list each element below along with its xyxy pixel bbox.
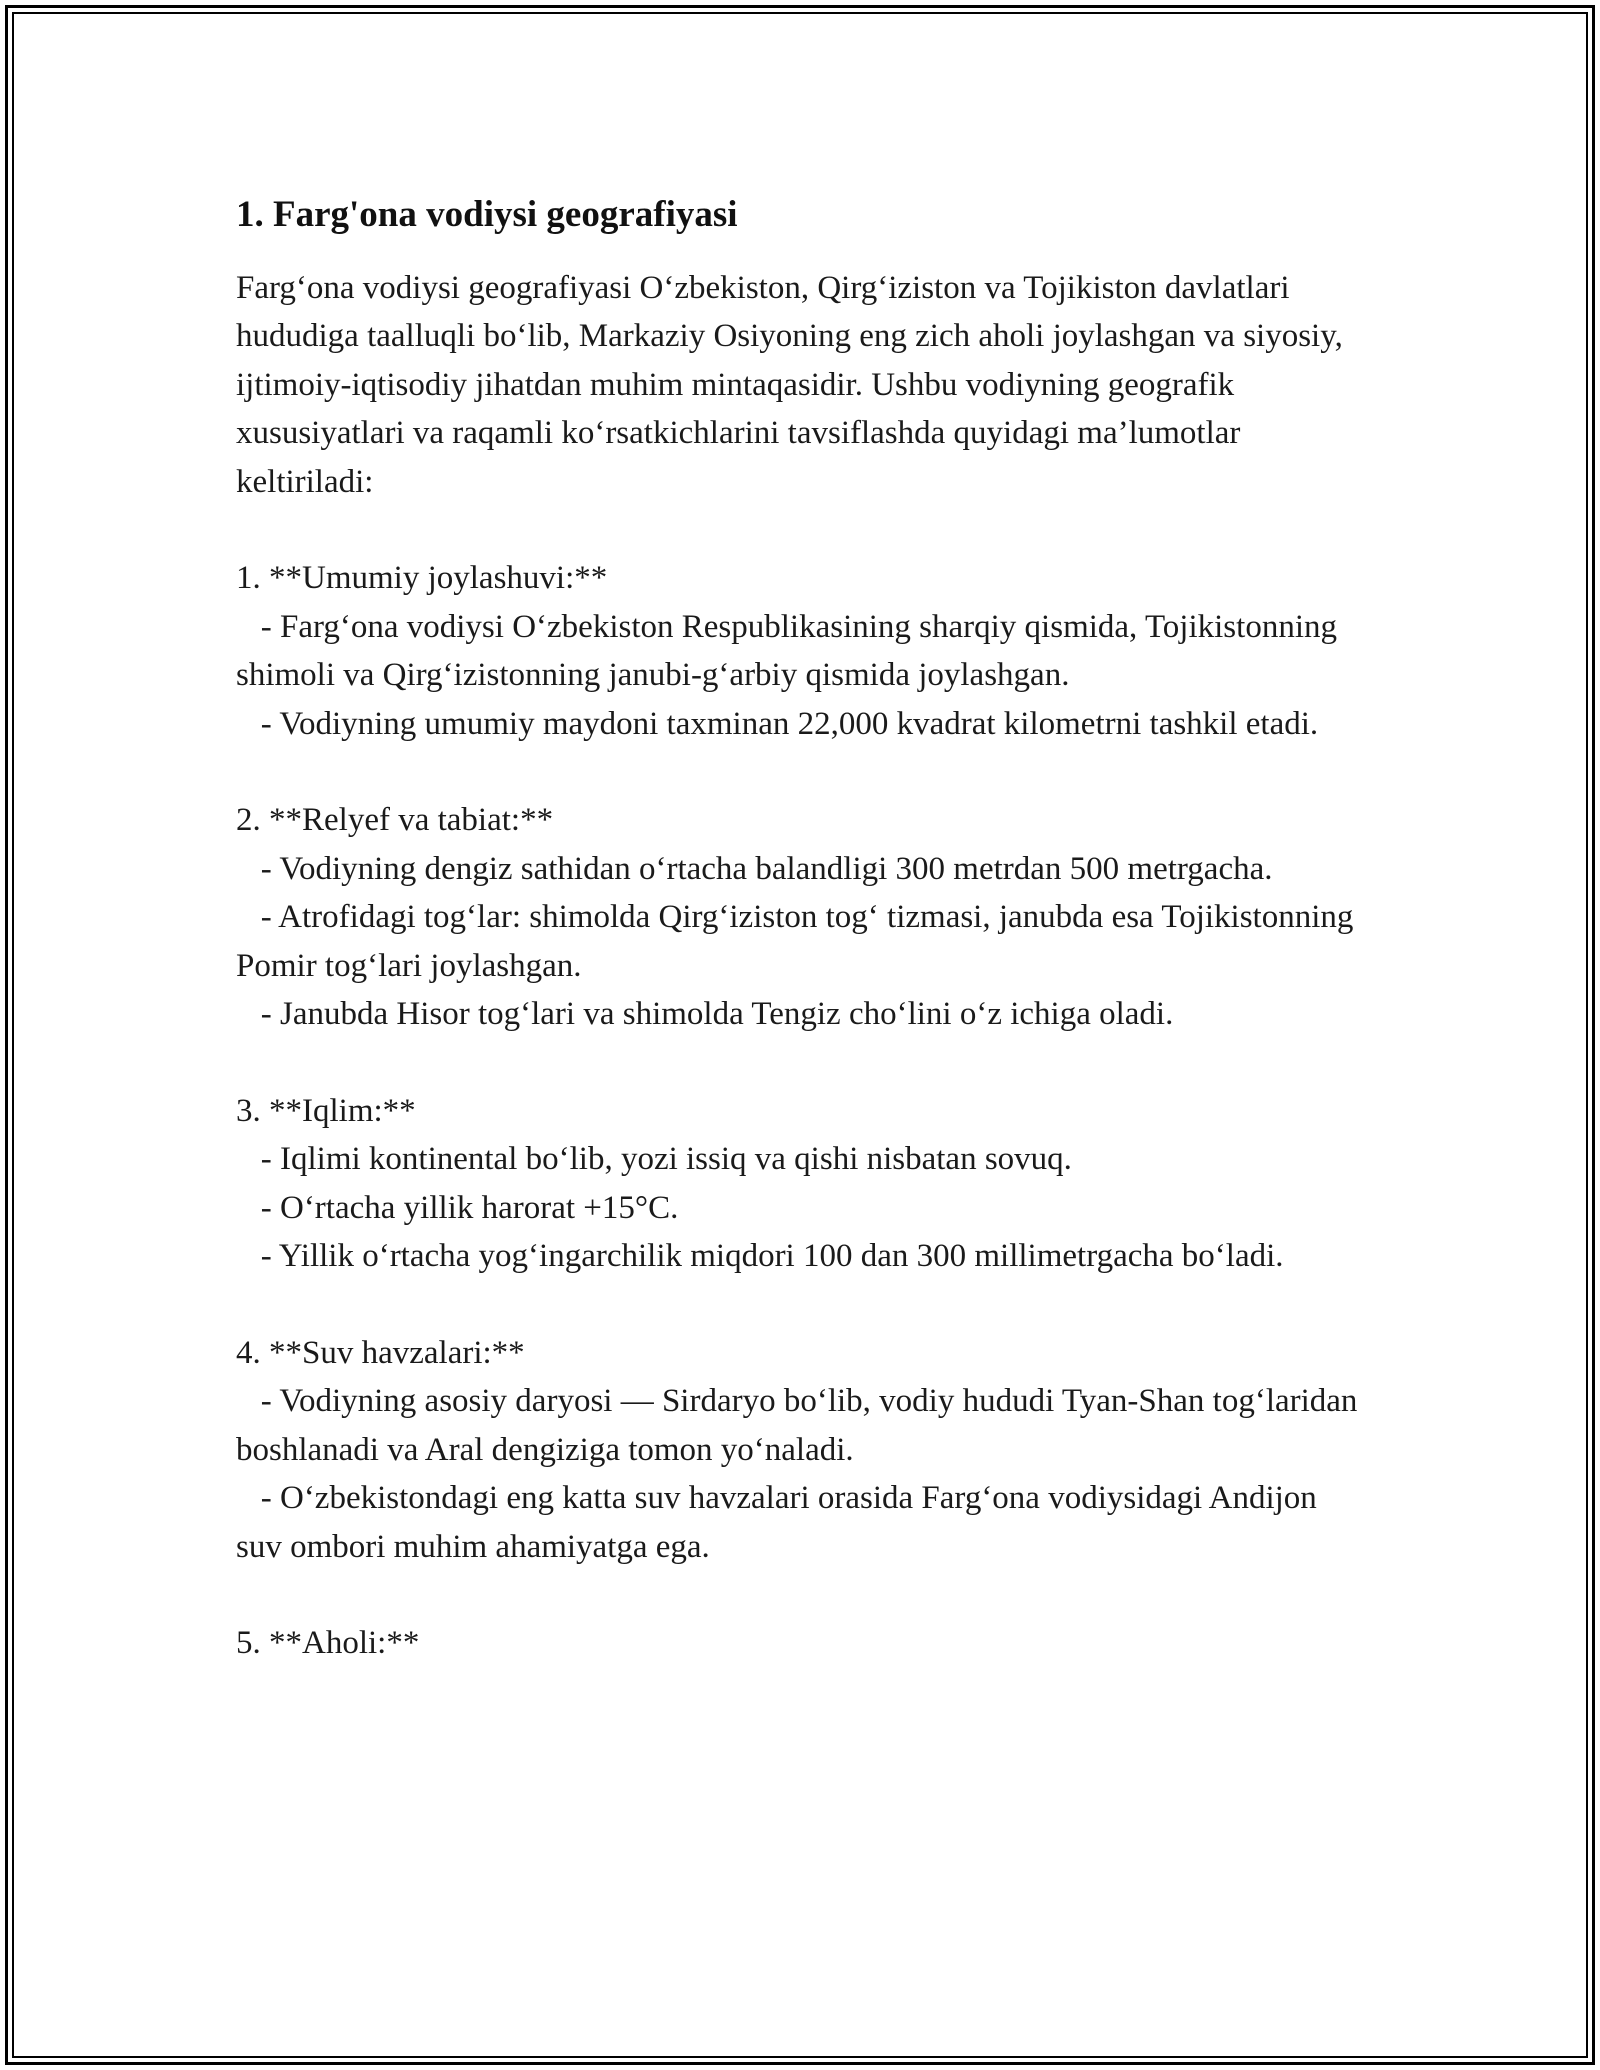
- intro-paragraph: Farg‘ona vodiysi geografiyasi O‘zbekiston, Qirg‘iziston va Tojikiston davlatlari hududiga taalluqli bo‘lib, Markaziy Osiyoning eng zich aholi joylashgan va siyosiy, ijtimoiy-iqtisodiy jihatdan muhim mintaqasidir. Ushbu vodiyning geografik xususiyatlari va raqamli ko‘rsatkichlarini tavsiflashda quyidagi ma’lumotlar keltiriladi:: [236, 270, 1343, 500]
- section-heading: 1. **Umumiy joylashuvi:**: [236, 560, 608, 597]
- bullet-item: - O‘zbekistondagi eng katta suv havzalari orasida Farg‘ona vodiysidagi Andijon suv ombori muhim ahamiyatga ega.: [236, 1480, 1326, 1565]
- bullet-item: - Vodiyning umumiy maydoni taxminan 22,000 kvadrat kilometrni tashkil etadi.: [236, 705, 1319, 742]
- bullet-item: - Farg‘ona vodiysi O‘zbekiston Respublikasining sharqiy qismida, Tojikistonning shimoli va Qirg‘izistonning janubi-g‘arbiy qismida joylashgan.: [236, 608, 1346, 694]
- section-climate: [236, 1087, 1366, 1281]
- document-title: 1. Farg'ona vodiysi geografiyasi: [236, 194, 738, 235]
- section-heading: 5. **Aholi:**: [236, 1625, 420, 1662]
- section-heading: 4. **Suv havzalari:**: [236, 1334, 525, 1371]
- bullet-item: - Vodiyning dengiz sathidan o‘rtacha balandligi 300 metrdan 500 metrgacha.: [236, 850, 1273, 887]
- section-population: [236, 1619, 1366, 1667]
- bullet-item: - Janubda Hisor tog‘lari va shimolda Tengiz cho‘lini o‘z ichiga oladi.: [236, 996, 1174, 1033]
- bullet-item: - Yillik o‘rtacha yog‘ingarchilik miqdori 100 dan 300 millimetrgacha bo‘ladi.: [236, 1238, 1284, 1275]
- section-heading: 2. **Relyef va tabiat:**: [236, 802, 554, 839]
- bullet-item: - Iqlimi kontinental bo‘lib, yozi issiq va qishi nisbatan sovuq.: [236, 1141, 1072, 1178]
- bullet-item: - O‘rtacha yillik harorat +15°C.: [236, 1189, 679, 1226]
- section-heading: 3. **Iqlim:**: [236, 1092, 416, 1129]
- section-water: [236, 1329, 1366, 1571]
- document-body: [236, 188, 1366, 1668]
- section-relief: [236, 796, 1366, 1038]
- bullet-item: - Atrofidagi tog‘lar: shimolda Qirg‘iziston tog‘ tizmasi, janubda esa Tojikistonning Pomir tog‘lari joylashgan.: [236, 899, 1362, 984]
- section-location: [236, 554, 1366, 748]
- bullet-item: - Vodiyning asosiy daryosi — Sirdaryo bo‘lib, vodiy hududi Tyan-Shan tog‘laridan boshlanadi va Aral dengiziga tomon yo‘naladi.: [236, 1383, 1366, 1468]
